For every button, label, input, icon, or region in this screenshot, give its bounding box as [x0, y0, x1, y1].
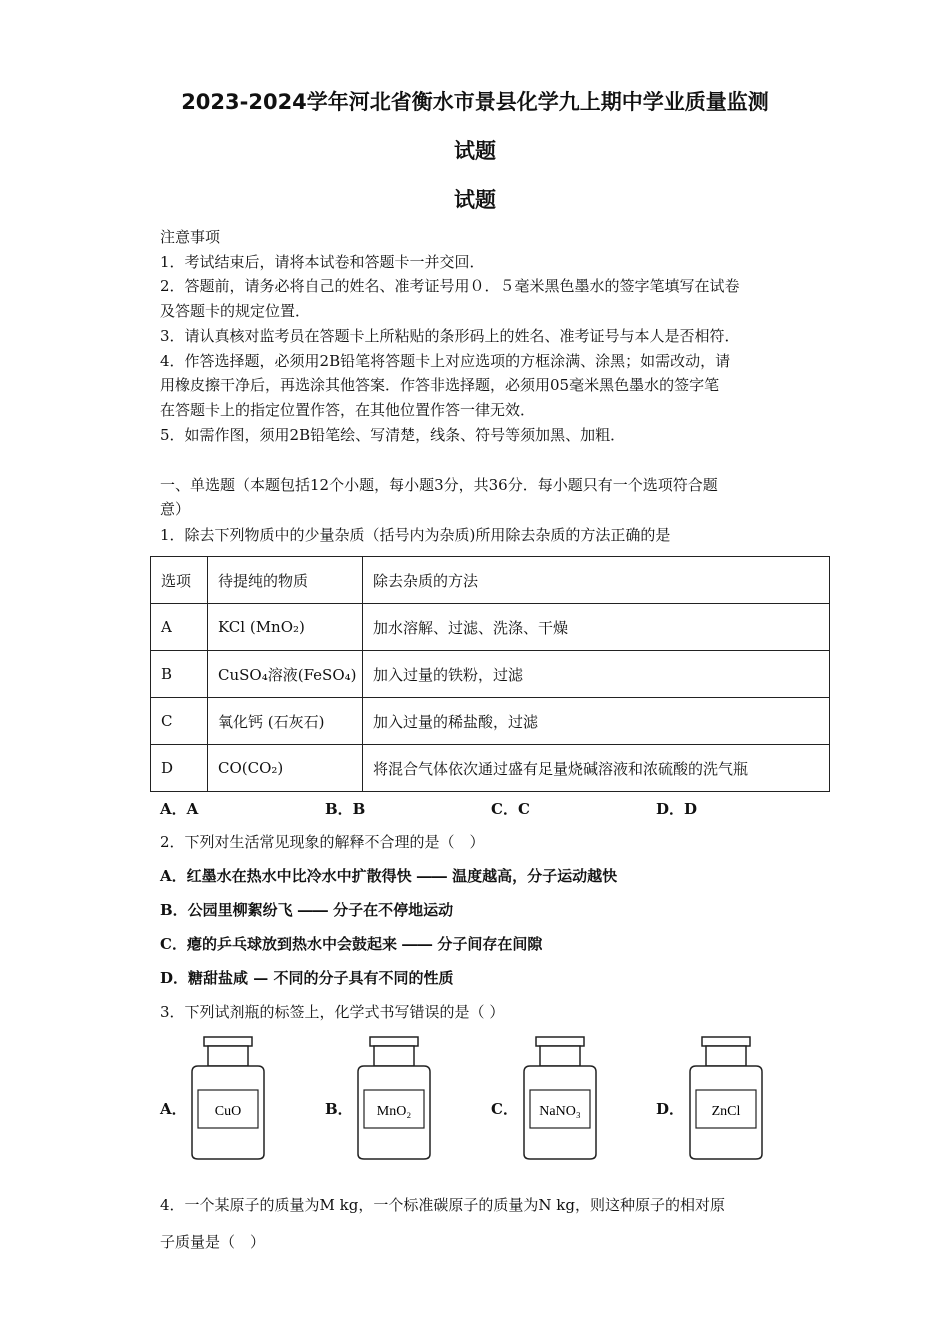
q3-option-d-letter: D． — [656, 1100, 685, 1118]
table-cell: 将混合气体依次通过盛有足量烧碱溶液和浓硫酸的洗气瓶 — [363, 745, 830, 792]
bottle-label-text: CuO — [214, 1104, 242, 1119]
notes-line: 在答题卡上的指定位置作答，在其他位置作答一律无效． — [160, 401, 536, 419]
document-title: 2023-2024学年河北省衡水市景县化学九上期中学业质量监测 — [181, 90, 769, 114]
table-cell: 加入过量的铁粉，过滤 — [363, 651, 830, 698]
notes-line: 5．如需作图，须用2B铅笔绘、写清楚，线条、符号等须加黑、加粗． — [160, 426, 626, 444]
table-cell: KCl (MnO₂) — [208, 604, 363, 651]
table-cell: D — [151, 745, 208, 792]
q1-stem: 1．除去下列物质中的少量杂质（括号内为杂质)所用除去杂质的方法正确的是 — [160, 526, 671, 544]
bottle-label-text: NaNO₃ — [539, 1104, 581, 1119]
table-cell: 加入过量的稀盐酸，过滤 — [363, 698, 830, 745]
q1-choice-d: D．D — [656, 800, 698, 818]
reagent-bottle-icon — [686, 1034, 766, 1162]
notes-line: 用橡皮擦干净后，再选涂其他答案．作答非选择题，必须用05毫米黑色墨水的签字笔 — [160, 376, 720, 394]
notes-line: 及答题卡的规定位置． — [160, 302, 311, 320]
table-row — [151, 698, 830, 745]
table-row — [151, 651, 830, 698]
q2-option-b: B．公园里柳絮纷飞 ―― 分子在不停地运动 — [160, 901, 454, 919]
table-cell: 氧化钙 (石灰石) — [208, 698, 363, 745]
reagent-bottle-icon — [520, 1034, 600, 1162]
q3-stem: 3．下列试剂瓶的标签上，化学式书写错误的是（ ） — [160, 1003, 505, 1021]
table-header-cell: 除去杂质的方法 — [363, 557, 830, 604]
table-header-row — [151, 557, 830, 604]
q1-choice-b: B．B — [325, 800, 366, 818]
q3-option-a-letter: A． — [160, 1100, 187, 1118]
table-cell: CO(CO₂) — [208, 745, 363, 792]
reagent-bottle-icon — [354, 1034, 434, 1162]
document-subtitle-repeat: 试题 — [454, 188, 496, 212]
table-header-cell: 选项 — [151, 557, 208, 604]
table-cell: CuSO₄溶液(FeSO₄) — [208, 651, 363, 698]
q1-choice-c: C．C — [491, 800, 530, 818]
q4-stem-cont: 子质量是（ ） — [160, 1233, 266, 1251]
q1-choice-a: A．A — [160, 800, 199, 818]
bottle-label-text: ZnCl — [711, 1104, 741, 1119]
table-row — [151, 745, 830, 792]
table-cell: C — [151, 698, 208, 745]
q3-option-b-letter: B． — [325, 1100, 353, 1118]
q2-option-c: C．瘪的乒乓球放到热水中会鼓起来 ―― 分子间存在间隙 — [160, 935, 543, 953]
q2-option-a: A．红墨水在热水中比冷水中扩散得快 ―― 温度越高，分子运动越快 — [160, 867, 618, 885]
q4-stem: 4．一个某原子的质量为M kg，一个标准碳原子的质量为N kg，则这种原子的相对原 — [160, 1196, 725, 1214]
notes-line: 1．考试结束后，请将本试卷和答题卡一并交回． — [160, 253, 485, 271]
q3-option-c-letter: C． — [491, 1100, 518, 1118]
notes-line: 2．答题前，请务必将自己的姓名、准考证号用０．５毫米黑色墨水的签字笔填写在试卷 — [160, 277, 740, 295]
notes-line: 4．作答选择题，必须用2B铅笔将答题卡上对应选项的方框涂满、涂黑；如需改动，请 — [160, 352, 731, 370]
q2-option-d: D．糖甜盐咸 — 不同的分子具有不同的性质 — [160, 969, 454, 987]
document-subtitle: 试题 — [454, 139, 496, 163]
reagent-bottle-icon — [188, 1034, 268, 1162]
section-heading: 一、单选题（本题包括12个小题，每小题3分，共36分．每小题只有一个选项符合题 — [160, 476, 718, 494]
q1-table — [150, 556, 830, 792]
q2-stem: 2．下列对生活常见现象的解释不合理的是（ ） — [160, 833, 485, 851]
table-cell: A — [151, 604, 208, 651]
notes-line: 3．请认真核对监考员在答题卡上所粘贴的条形码上的姓名、准考证号与本人是否相符． — [160, 327, 740, 345]
table-cell: 加水溶解、过滤、洗涤、干燥 — [363, 604, 830, 651]
bottle-label-text: MnO₂ — [376, 1104, 412, 1119]
section-heading-cont: 意） — [160, 500, 191, 518]
table-cell: B — [151, 651, 208, 698]
notes-heading: 注意事项 — [160, 228, 221, 246]
table-header-cell: 待提纯的物质 — [208, 557, 363, 604]
table-row — [151, 604, 830, 651]
